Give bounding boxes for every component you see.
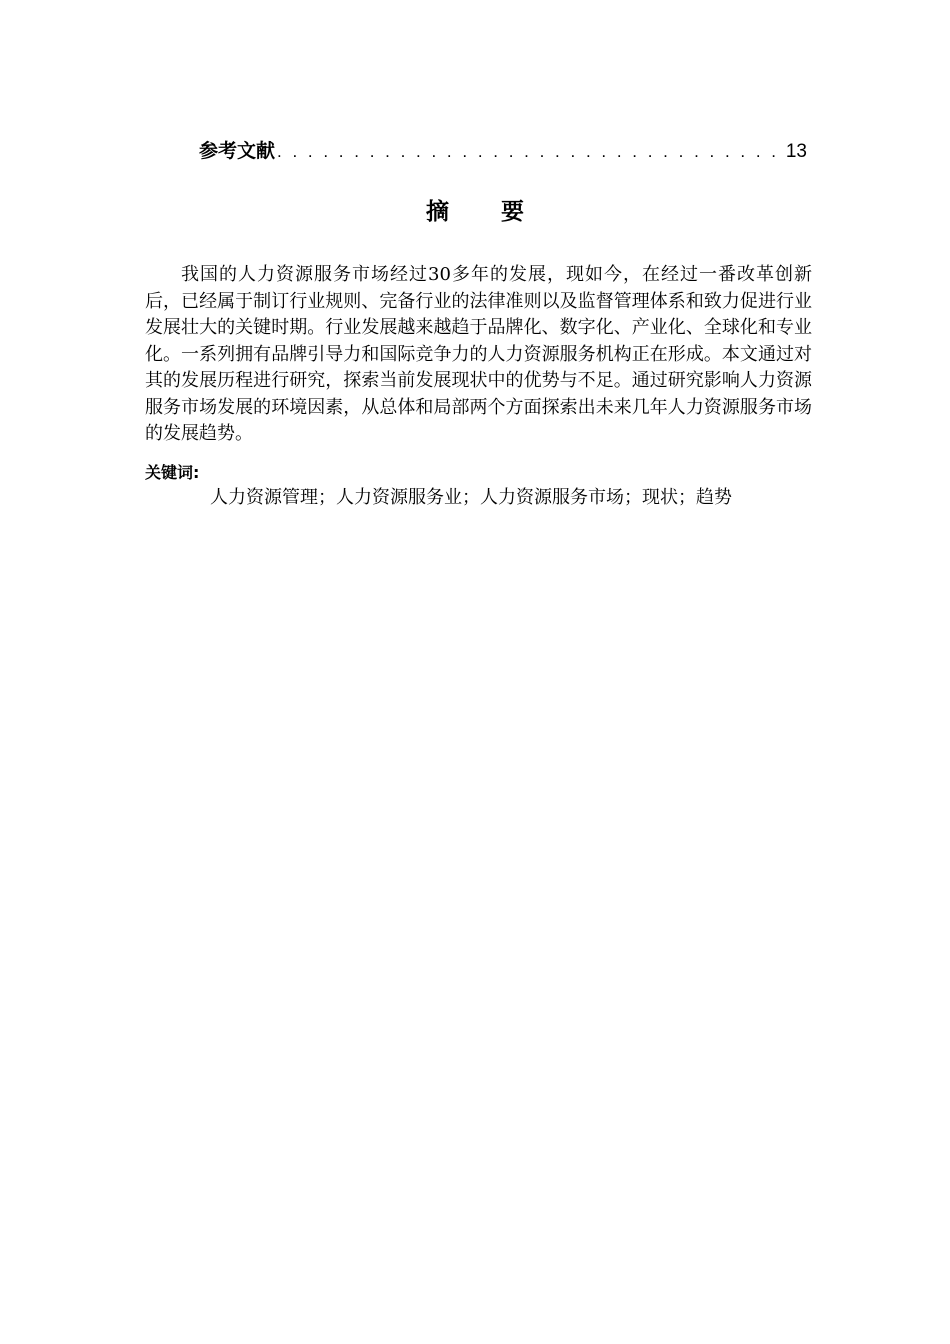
abstract-heading: 摘 要 (425, 199, 546, 225)
toc-dot-leader (277, 138, 784, 166)
toc-page-number: 13 (785, 141, 807, 162)
toc-entry-references[interactable] (199, 138, 807, 166)
toc-entry-label: 参考文献 (199, 141, 276, 162)
abstract-paragraph: 我国的人力资源服务市场经过30多年的发展，现如今，在经过一番改革创新后，已经属于制订行业规则、完备行业的法律准则以及监督管理体系和致力促进行业发展壮大的关键时期。行业发展越来越趋于品牌化、数字化、产业化、全球化和专业化。一系列拥有品牌引导力和国际竞争力的人力资源服务机构正在形成。本文通过对其的发展历程进行研究，探索当前发展现状中的优势与不足。通过研究影响人力资源服务市场发展的环境因素，从总体和局部两个方面探索出未来几年人力资源服务市场的发展趋势。 (145, 264, 812, 444)
keywords-list: 人力资源管理；人力资源服务业；人力资源服务市场；现状；趋势 (210, 487, 732, 508)
keywords-label: 关键词: (145, 463, 200, 482)
